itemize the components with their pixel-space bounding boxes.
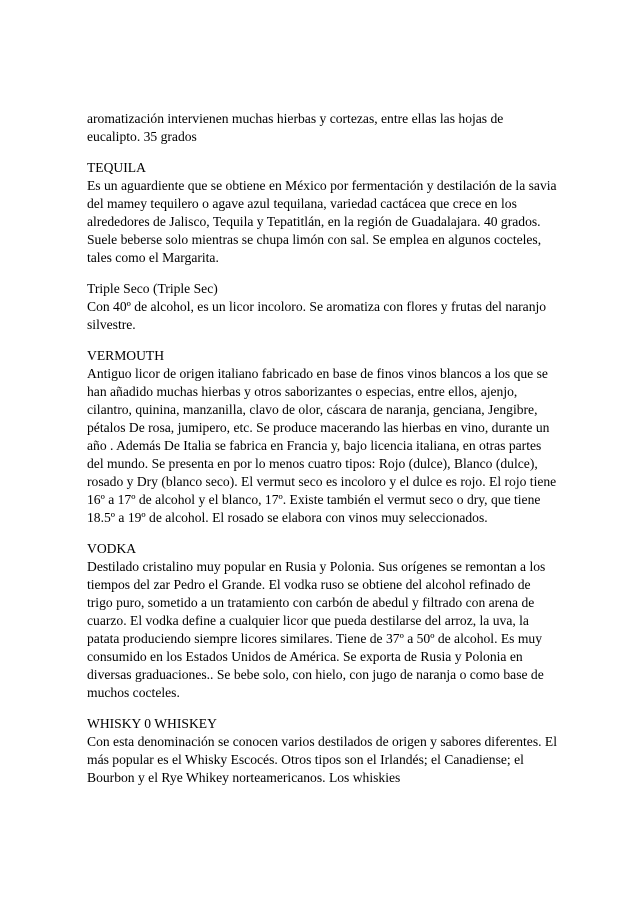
section-vodka (87, 540, 557, 702)
section-heading: WHISKY 0 WHISKEY (87, 716, 217, 731)
document-page (87, 110, 557, 800)
section-vermouth (87, 347, 557, 527)
section-heading: VODKA (87, 541, 137, 556)
section-heading: VERMOUTH (87, 348, 165, 363)
section-body: Es un aguardiente que se obtiene en México por fermentación y destilación de la savia del mamey tequilero o agave azul tequilana, variedad cactácea que crece en los alrededores de Jalisco, Tequila y Tepatitlán, en la región de Guadalajara. 40 grados. Suele beberse solo mientras se chupa limón con sal. Se emplea en algunos cocteles, tales como el Margarita. (87, 178, 557, 265)
section-heading: Triple Seco (Triple Sec) (87, 281, 218, 296)
section-body: Con 40º de alcohol, es un licor incoloro. Se aromatiza con flores y frutas del naranjo silvestre. (87, 299, 547, 332)
section-heading: TEQUILA (87, 160, 146, 175)
section-triple-seco (87, 280, 557, 334)
intro-paragraph: aromatización intervienen muchas hierbas y cortezas, entre ellas las hojas de eucalipto. 35 grados (87, 111, 504, 144)
section-body: Antiguo licor de origen italiano fabricado en base de finos vinos blancos a los que se han añadido muchas hierbas y otros saborizantes o especias, entre ellos, ajenjo, cilantro, quinina, manzanilla, clavo de olor, cáscara de naranja, genciana, Jengibre, pétalos De rosa, jumipero, etc. Se produce macerando las hierbas en vino, durante un año . Además De Italia se fabrica en Francia y, bajo licencia italiana, en otras partes del mundo. Se presenta en por lo menos cuatro tipos: Rojo (dulce), Blanco (dulce), rosado y Dry (blanco seco). El vermut seco es incoloro y el dulce es rojo. El rojo tiene 16º a 17º de alcohol y el blanco, 17º. Existe también el vermut seco o dry, que tiene 18.5º a 19º de alcohol. El rosado se elabora con vinos muy seleccionados. (87, 366, 557, 525)
section-tequila (87, 159, 557, 267)
section-body: Destilado cristalino muy popular en Rusia y Polonia. Sus orígenes se remontan a los tiempos del zar Pedro el Grande. El vodka ruso se obtiene del alcohol refinado de trigo puro, sometido a un tratamiento con carbón de abedul y filtrado con arena de cuarzo. El vodka define a cualquier licor que pueda destilarse del arroz, la uva, la patata produciendo siempre licores similares. Tiene de 37º a 50º de alcohol. Es muy consumido en los Estados Unidos de América. Se exporta de Rusia y Polonia en diversas graduaciones.. Se bebe solo, con hielo, con jugo de naranja o como base de muchos cocteles. (87, 559, 546, 700)
section-whisky (87, 715, 557, 787)
section-body: Con esta denominación se conocen varios destilados de origen y sabores diferentes. El más popular es el Whisky Escocés. Otros tipos son el Irlandés; el Canadiense; el Bourbon y el Rye Whikey norteamericanos. Los whiskies (87, 734, 557, 785)
